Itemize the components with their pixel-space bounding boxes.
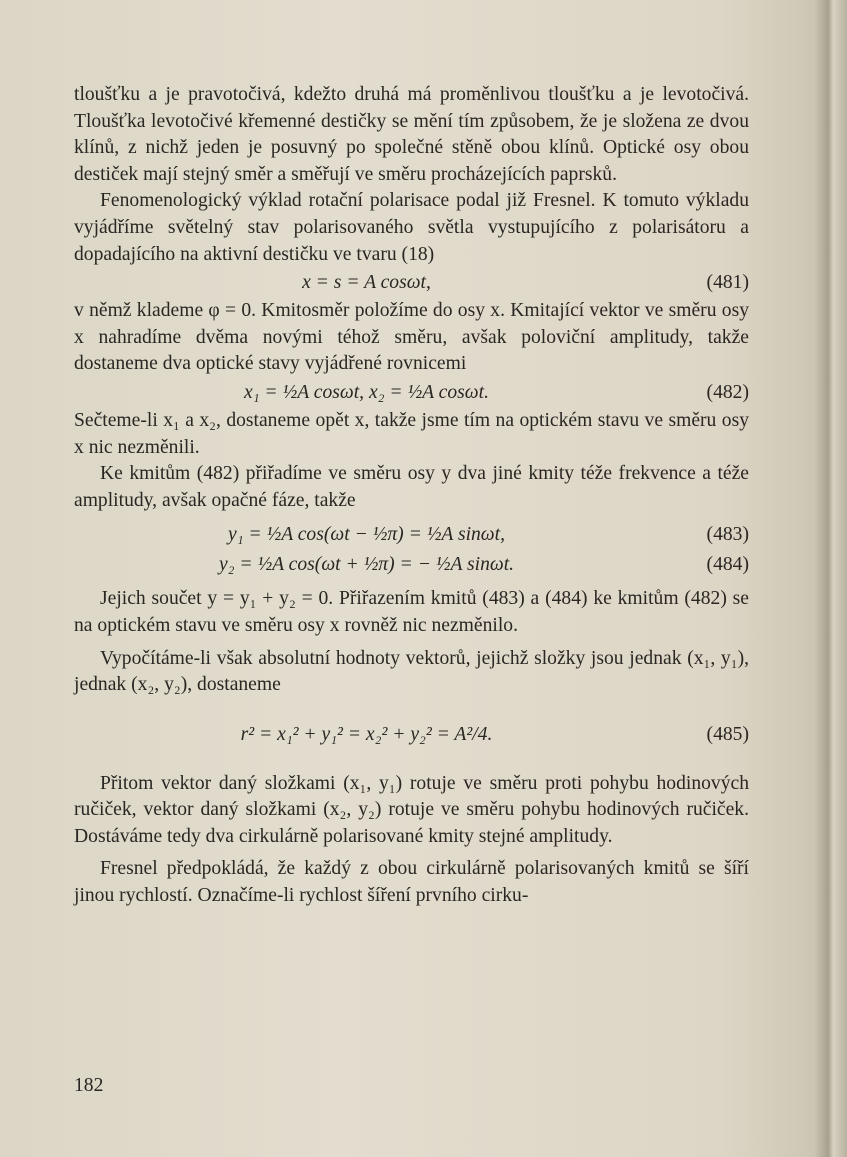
paragraph: Přitom vektor daný složkami (x₁, y₁) rotuje ve směru proti pohybu hodinových ručiček, vektor daný složkami (x₂, y₂) rotuje ve směru pohybu hodinových ručiček. Dostáváme tedy dva cirkulárně polarisované kmity stejné amplitudy. — [74, 772, 749, 847]
equation-481 — [74, 268, 749, 298]
paragraph: Fenomenologický výklad rotační polarisace podal již Fresnel. K tomuto výkladu vyjádříme světelný stav polarisovaného světla vystupujícího z polarisátoru a dopadajícího na aktivní destičku ve tvaru (18) — [74, 190, 749, 265]
equation-body: y₂ = ½A cos(ωt + ½π) = − ½A sinωt. — [218, 554, 515, 576]
equation-body: r² = x₁² + y₁² = x₂² + y₂² = A²/4. — [240, 723, 493, 745]
equation-483 — [74, 520, 749, 550]
equation-body: x₁ = ½A cosωt, x₂ = ½A cosωt. — [244, 381, 489, 403]
equation-number: (482) — [706, 381, 749, 403]
equation-485 — [74, 705, 749, 765]
paragraph: tloušťku a je pravotočivá, kdežto druhá má proměnlivou tloušťku a je levotočivá. Tloušťka levotočivé křemenné destičky se mění tím způsobem, že je složena ze dvou klínů, z nichž jeden je posuvný po společné stěně obou klínů. Optické osy obou destiček mají stejný směr a směřují ve směru procházejících paprsků. — [74, 84, 749, 185]
page-number: 182 — [74, 1075, 104, 1096]
equation-number: (484) — [706, 554, 749, 576]
equation-number: (481) — [706, 272, 749, 294]
paragraph: Jejich součet y = y₁ + y₂ = 0. Přiřazením kmitů (483) a (484) ke kmitům (482) se na optickém stavu ve směru osy x rovněž nic nezměnilo. — [74, 588, 749, 636]
equation-number: (485) — [706, 723, 749, 745]
paragraph: Ke kmitům (482) přiřadíme ve směru osy y dva jiné kmity téže frekvence a téže amplitudy, avšak opačné fáze, takže — [74, 463, 749, 511]
paragraph: v němž klademe φ = 0. Kmitosměr položíme do osy x. Kmitající vektor ve směru osy x nahradíme dvěma novými téhož směru, avšak poloviční amplitudy, takže dostaneme dva optické stavy vyjádřené rovnicemi — [74, 300, 749, 375]
page-edge — [813, 0, 847, 1157]
equation-body: y₁ = ½A cos(ωt − ½π) = ½A sinωt, — [228, 524, 505, 546]
paragraph: Fresnel předpokládá, že každý z obou cirkulárně polarisovaných kmitů se šíří jinou rychlostí. Označíme-li rychlost šíření prvního cirku- — [74, 858, 749, 907]
equation-body: x = s = A cosωt, — [302, 272, 431, 294]
paragraph: Vypočítáme-li však absolutní hodnoty vektorů, jejichž složky jsou jednak (x₁, y₁), jednak (x₂, y₂), dostaneme — [74, 647, 749, 696]
paragraph: Sečteme-li x₁ a x₂, dostaneme opět x, takže jsme tím na optickém stavu ve směru osy x nic nezměnili. — [74, 409, 749, 458]
equation-number: (483) — [706, 524, 749, 546]
equation-484 — [74, 550, 749, 580]
page-text — [74, 82, 749, 910]
equation-482 — [74, 378, 749, 408]
